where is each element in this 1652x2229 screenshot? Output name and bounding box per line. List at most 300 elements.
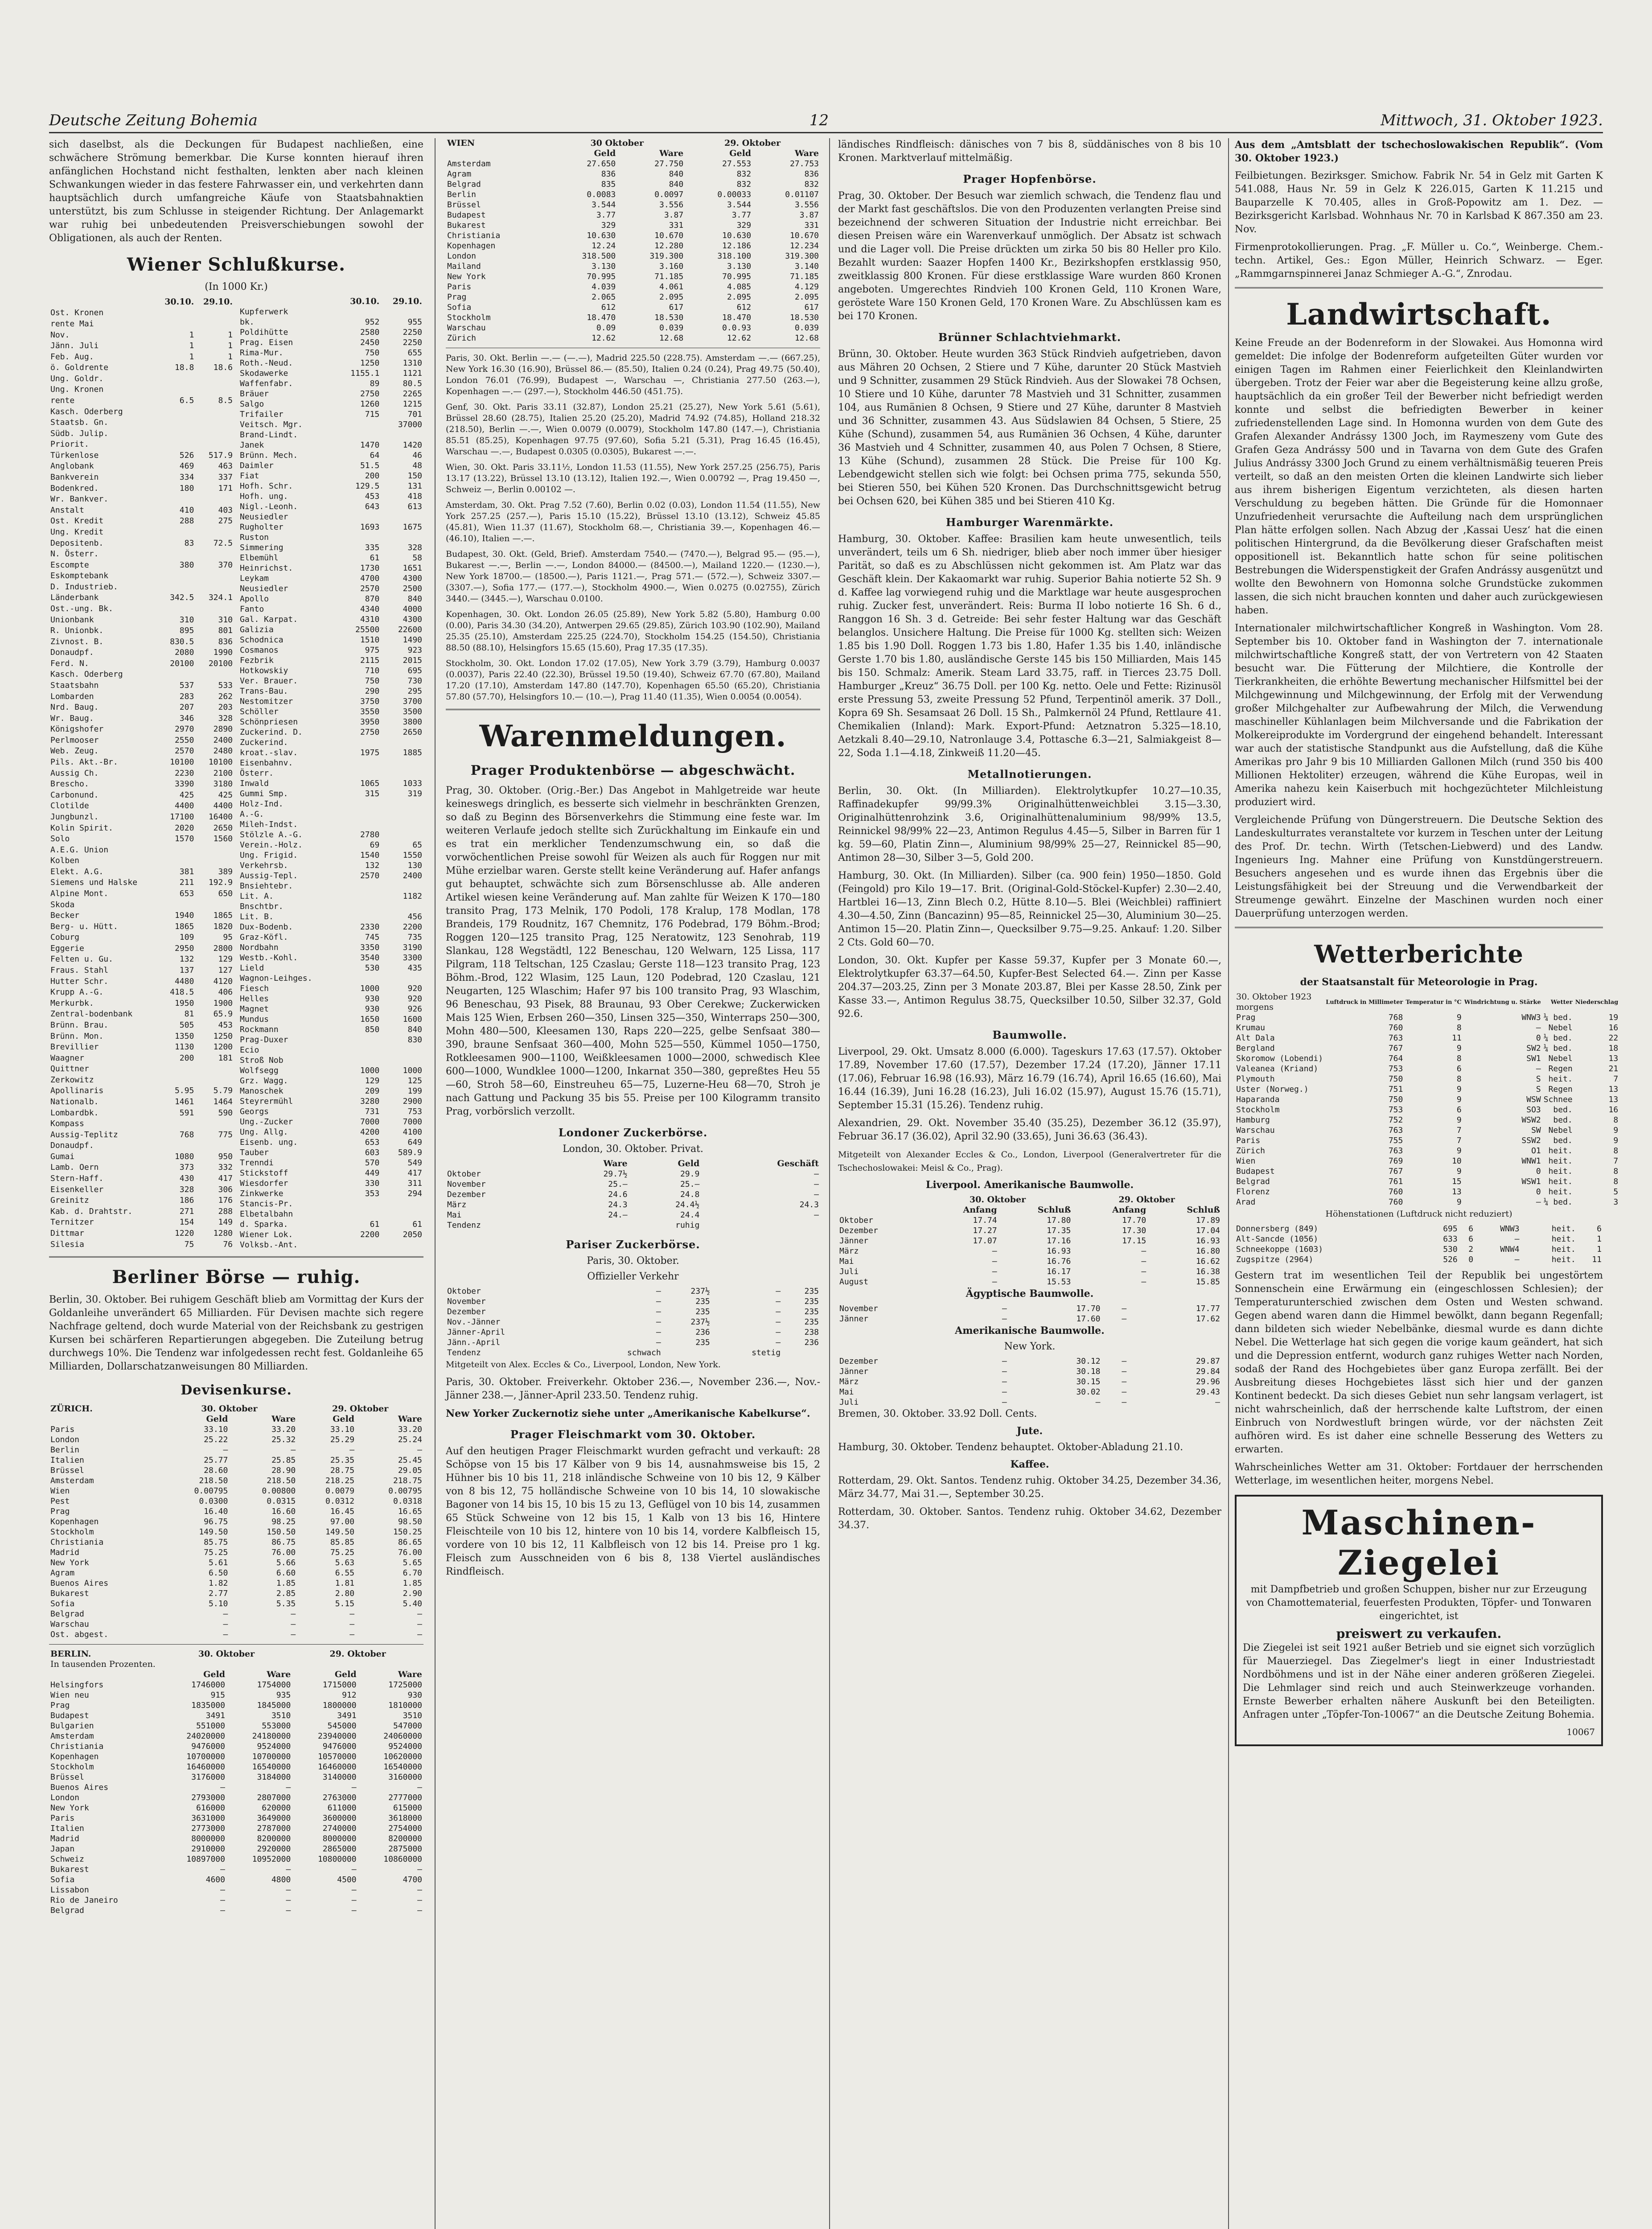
london-metal-text: London, 30. Okt. Kupfer per Kasse 59.37, Kupfer per 3 Monate 60.—, Elektrolytkupfer 63.37—64.50, Kupfer-Best Selected 64.—. Zinn per Kasse 204.37—203.25, Zinn per 3 Monate 203.87, Blei per Kasse 28.50, Zink per Kasse 33.—, Antimon Regulus 38.75, Quecksilber 10.50, Silber 32.37, Gold 92.6.	[838, 955, 1221, 1020]
stock-row: Perlmooser 2550 2400	[50, 735, 233, 745]
stock-row: Verein.-Holz. 69 65	[240, 840, 422, 850]
paris-sugar-table	[446, 1286, 820, 1358]
currency-row: Paris 33.10 33.20 33.10 33.20	[50, 1425, 422, 1434]
weather-row: Skoromow (Lobendi) 764 8 SW1 Nebel 13	[1236, 1054, 1619, 1063]
weather-row: Zürich 763 9 O1 heit. 8	[1236, 1146, 1619, 1156]
pariser-head: Offizieller Verkehr	[587, 1271, 679, 1282]
london-sugar-table: Ware Geld Geschäft Oktober 29.7½ 29.9 — November 25.— 25.— — Dezember 24.6 24.8 — März 24.3 24.4½ 24.3 Mai 24.— 24.4 — Tendenz ruhig	[446, 1159, 820, 1230]
brunner-text: Brünn, 30. Oktober. Heute wurden 363 Stück Rindvieh aufgetrieben, davon aus Mähren 20 Ochsen, 2 Stiere und 7 Kühe, darunter 20 Stück Mastvieh und 9 Schnitter, zusammen 29 Stück Rindvieh. Aus der Slowakei 78 Ochsen, 10 Stiere und 10 Kühe, darunter 78 Mastvieh und 31 Schnitter, zusammen 104, aus Rumänien 8 Ochsen, 9 Stiere und 27 Kühe, darunter 8 Mastvieh und 36 Schnitter, zusammen 43. Aus Südslawien 84 Ochsen, 5 Stiere, 25 Kühe (Schund), zusammen 54, aus Rumänien 36 Ochsen, 4 Kühe, darunter 36 Mastvieh und 4 Schnitter, zusammen 40, aus Polen 7 Ochsen, 8 Stiere, 13 Kühe (Schund), zusammen 28 Stück. Die Preise für 100 Kg. Lebendgewicht stellen sich wie folgt: bei Ochsen prima 775, sekunda 550, bei Stieren 550, bei Kühen 520 Kronen. Das Durchschnittsgewicht betrug bei Ochsen 620, bei Kühen 385 und bei Stieren 410 Kg.	[838, 349, 1221, 507]
stock-row: Lit. A. 1182	[240, 892, 422, 901]
stock-row: Brünn. Mon. 1350 1250	[50, 1031, 233, 1041]
weather-row: Hamburg 752 9 WSW2 bed. 8	[1236, 1115, 1619, 1125]
stock-row: Fiesch 1000 920	[240, 984, 422, 993]
stock-row: R. Unionbk. 895 801	[50, 626, 233, 636]
stock-row: Krupp A.-G. 418.5 406	[50, 987, 233, 997]
currency-row: London 25.22 25.32 25.29 25.24	[50, 1435, 422, 1444]
stock-row: Brescho. 3390 3180	[50, 779, 233, 789]
stock-row: Stroß Nob	[240, 1056, 284, 1065]
stock-row: Bnschtbr.	[240, 902, 284, 911]
stock-row: Neusiedler 2570 2500	[240, 584, 422, 593]
stock-row: Staatsbahn 537 533	[50, 681, 233, 691]
weather-row: Prag 768 9 WNW3 ¼ bed. 19	[1236, 1013, 1619, 1022]
sugar-row: Mai 24.— 24.4 —	[447, 1210, 819, 1220]
currency-row: Lissabon — — — —	[50, 1885, 422, 1895]
stock-row: Ung. Allg. 4200 4100	[240, 1127, 422, 1137]
stock-row: Kab. d. Drahtstr. 271 288	[50, 1206, 233, 1216]
jute-title: Jute.	[1016, 1425, 1043, 1437]
sugar-row: Tendenz schwach stetig	[447, 1348, 781, 1357]
stock-row: Kompass	[50, 1119, 84, 1129]
currency-row: Belgrad — — — —	[50, 1609, 422, 1619]
rind-text: ländisches Rindfleisch: dänisches von 7 bis 8, süddänisches von 8 bis 10 Kronen. Marktverlauf mittelmäßig.	[838, 139, 1221, 164]
stock-row: Nrd. Baug. 207 203	[50, 703, 233, 712]
currency-row: Buenos Aires 1.82 1.85 1.81 1.85	[50, 1579, 422, 1588]
sugar-row: Nov.-Jänner — 237½ — 235	[447, 1317, 819, 1327]
brunner-title: Brünner Schlachtviehmarkt.	[938, 331, 1122, 344]
column-2	[446, 138, 820, 2229]
sugar-row: November 25.— 25.— —	[447, 1180, 819, 1189]
stock-row: Gumai 1080 950	[50, 1152, 233, 1161]
stock-row: Anglobank 469 463	[50, 461, 233, 471]
currency-row: Rio de Janeiro — — — —	[50, 1896, 422, 1905]
weather-row: Belgrad 761 15 WSW1 heit. 8	[1236, 1177, 1619, 1186]
sugar-row: Jänn.-April — 235 — 236	[447, 1338, 819, 1347]
hamburg-metal-text: Hamburg, 30. Okt. (In Milliarden). Silber (ca. 900 fein) 1950—1850. Gold (Feingold) pro Kilo 19—17. Brit. (Original-Gold-Stöckel-Kupfer) 2.30—2.40, Hartblei 16—13, Zinn Blech 0.2, Hütte 8.10—5. Blei (Weichblei) raffiniert 4.30—4.50, Zinn (Bancazinn) 95—85, Reinnickel 25—30, Aluminium 30—25. Antimon 15—20. Platin Zinn—, Quecksilber 9.75—9.25. Ankauf: 1.20. Silber 2 Cts. Gold 60—70.	[838, 870, 1221, 948]
hopfen-text: Prag, 30. Oktober. Der Besuch war ziemlich schwach, die Tendenz flau und der Markt fast geschäftslos. Die von den Produzenten verlangten Preise sind bezeichnend der schweren Situation der Industrie nicht erreichbar. Bei diesen Preisen wäre ein Warenverkauf unmöglich. Der Absatz ist schwach und die Lager voll. Die Preise drückten um zirka 50 bis 80 Heller pro Kilo. Bezahlt wurden: Saazer Hopfen 1400 Kr., Bezirkshopfen erstklassig 950, zweitklassig 800 Kronen. Für diese erstklassige Ware wurden 860 Kronen angeboten. Umgerechtes Rindvieh 100 Kronen Geld, 110 Kronen Ware, geröstete Ware 150 Kronen Geld, 170 Kronen Ware. Zu Abschlüssen kam es bei 170 Kronen.	[838, 190, 1221, 322]
stock-row: Waagner 200 181	[50, 1053, 233, 1063]
liverpool2-title: Liverpool. Amerikanische Baumwolle.	[925, 1179, 1134, 1191]
stock-row: Skoda	[50, 900, 75, 909]
currency-row: Ost. abgest. — — — —	[50, 1630, 422, 1639]
stock-row: Lield 530 435	[240, 963, 422, 973]
stock-row: Veitsch. Mgr. 37000	[240, 420, 422, 429]
sugar-row: Oktober 29.7½ 29.9 —	[447, 1169, 819, 1179]
stock-row: Georgs 731 753	[240, 1107, 422, 1116]
currency-row: Prag 1835000 1845000 1800000 1810000	[50, 1701, 422, 1710]
stock-row: Jänn. Juli 1 1	[50, 341, 233, 351]
stock-row: Rockmann 850 840	[240, 1025, 422, 1034]
stock-row: Bräuer 2750 2265	[240, 389, 422, 399]
stock-row: Daimler 51.5 48	[240, 461, 422, 470]
currency-row: Agram 836 840 832 836	[447, 169, 819, 179]
currency-row: Stockholm 149.50 150.50 149.50 150.25	[50, 1527, 422, 1537]
stock-row: Manoschek 209 199	[240, 1086, 422, 1096]
sugar-row: Dezember — 235 — 235	[447, 1307, 819, 1316]
eccles-note: Mitgeteilt von Alexander Eccles & Co., London, Liverpool (Generalvertreter für die Tschechoslowakei: Meisl & Co., Prag).	[838, 1150, 1221, 1173]
stock-row: Länderbank 342.5 324.1	[50, 593, 233, 603]
currency-row: New York 5.61 5.66 5.63 5.65	[50, 1558, 422, 1567]
stock-row: Kupferwerk	[240, 307, 288, 317]
stock-row: Magnet 930 926	[240, 1004, 422, 1014]
stock-row: Fezbrik 2115 2015	[240, 656, 422, 665]
currency-row: Agram 6.50 6.60 6.55 6.70	[50, 1568, 422, 1578]
currency-row: Pest 0.0300 0.0315 0.0312 0.0318	[50, 1497, 422, 1506]
currency-row: Paris 3631000 3649000 3600000 3618000	[50, 1814, 422, 1823]
pariser-subtitle: Paris, 30. Oktober.	[587, 1255, 679, 1267]
currency-row: Warschau — — — —	[50, 1620, 422, 1629]
stock-row: Grz. Wagg. 129 125	[240, 1076, 422, 1086]
stock-row: Apollo 870 840	[240, 594, 422, 604]
stock-row: Fanto 4340 4000	[240, 605, 422, 614]
currency-row: Kopenhagen 10700000 10700000 10570000 10620000	[50, 1752, 422, 1761]
stock-row: Brünn. Brau. 505 453	[50, 1020, 233, 1030]
stock-row: Becker 1940 1865	[50, 911, 233, 921]
stock-row: Ung. Frigid. 1540 1550	[240, 851, 422, 860]
stock-row: Helles 930 920	[240, 994, 422, 1003]
currency-row: Prag 16.40 16.60 16.45 16.65	[50, 1507, 422, 1516]
currency-row: Brüssel 3.544 3.556 3.544 3.556	[447, 200, 819, 210]
stock-row: Apollinaris 5.95 5.79	[50, 1086, 233, 1096]
column-rule	[1228, 138, 1229, 2229]
stock-row: Fiat 200 150	[240, 471, 422, 481]
weather-row: Zugspitze (2964) 526 0 — heit. 11	[1236, 1255, 1602, 1264]
stock-row: Merkurbk. 1950 1900	[50, 998, 233, 1008]
metall-title: Metallnotierungen.	[967, 768, 1092, 781]
exchange-note: Genf, 30. Okt. Paris 33.11 (32.87), London 25.21 (25.27), New York 5.61 (5.61), Brüssel 28.60 (28.75), Italien 25.20 (25.20), Madrid 74.92 (74.85), Holland 218.32 (218.50), Berlin —.—, Wien 0.0079 (0.0079), Stockholm 147.80 (147.—), Christiania 85.51 (85.25), Kopenhagen 97.75 (97.60), Sofia 5.21 (5.31), Prag 16.45 (16.45), Warschau —.—, Budapest 0.0305 (0.0305), Bukarest —.—.	[446, 402, 820, 456]
stock-row: Lit. B. 456	[240, 912, 422, 921]
weather-row: Florenz 760 13 0 heit. 5	[1236, 1187, 1619, 1197]
stock-row: Pils. Akt.-Br. 10100 10100	[50, 757, 233, 767]
landwirtschaft-text-2: Internationaler milchwirtschaftlicher Kongreß in Washington. Vom 28. September bis 10. Oktober fand in Washington der 7. internationale milchwirtschaftliche Kongreß statt, der von Vertretern von 42 Staaten besucht war. Die Fütterung der Milchtiere, die Kontrolle der Tierkrankheiten, die erhöhte Bewertung mechanischer Hilfsmittel bei der Milchgewinnung und Milchgewinnung, der Erfolg mit der Verwendung großer Milchgehalter zur Aufbewahrung der Milch, die Verwendung maschineller Kühlanlagen beim Milchversande und die Fabrikation der Molkereiprodukte im Vordergrund der eingehend behandelt. Interessant war auch der statistische Standpunkt aus die Aufstellung, daß die Kühe Amerikas pro Jahr 9 bis 10 Milliarden Gallonen Milch (rund 350 bis 400 Millionen Hektoliter) erzeugen, während die Kühe Europas, weil in Amerika nahezu kein Kaiserbuch mit hochgezüchteter Milchleistung produziert wird.	[1235, 623, 1603, 808]
stock-row: Roth.-Neud. 1250 1310	[240, 358, 422, 368]
currency-row: Wien 0.00795 0.00800 0.0079 0.00795	[50, 1486, 422, 1496]
produkten-text: Prag, 30. Oktober. (Orig.-Ber.) Das Angebot in Mahlgetreide war heute keineswegs dringlich, es besserte sich vielmehr in beschränkten Grenzen, so daß zu Beginn des Börsenverkehrs die Stimmung eine feste war. Im weiteren Verlaufe jedoch stellte sich Zurückhaltung im Einkaufe ein und es trat ein merklicher Tendenzumschwung ein, so daß die vorwöchentlichen Preise sowohl für Weizen als auch für Roggen nur mit Mühe erzielbar waren. Gerste stellt keine Veränderung auf. Hafer anfangs gut behauptet, schwächte sich zum Börsenschlusse ab. Alle anderen Artikel wiesen keine Veränderung auf. Man zahlte für Weizen K 170—180 transito Prag, 173 Melnik, 170 Podoli, 178 Kralup, 178 Modlan, 178 Brandeis, 179 Roudnitz, 167 Chemnitz, 176 Podebrad, 179 Böhm.-Brod; Roggen 120—125 transito Prag, 125 Neratowitz, 123 Senohrab, 119 Slankau, 128 Wegstädtl, 122 Beneschau, 120 Welwarn, 125 Lissa, 117 Pilgram, 118 Teltschan, 125 Czaslau; Gerste 118—123 transito Prag, 123 Böhm.-Brod, 122 Wlasim, 125 Laun, 120 Podebrad, 120 Czaslau, 121 Neugarten, 125 Wlaschim; Hafer 97 bis 100 transito Prag, 93 Wlaschim, 96 Beneschau, 93 Pisek, 88 Braunau, 93 Ober Cerekwe; Zuckerwicken Mais 125 Wien, Erbsen 260—350, Linsen 325—350, Winterraps 250—300, Mohn 480—500, Kleesamen 130, Raps 220—225, gelbe Senfsaat 380—390, braune Senfsaat 360—400, Mohn 525—550, Kümmel 1050—1750, Rotkleesamen 900—1100, Weißkleesamen 1000—2000, schwedisch Klee 600—1000, Wundklee 1000—1200, Inkarnat 350—380, gepreßtes Heu 55—60, Stroh 58—60, Einstreuheu 65—75, Luzerne-Heu 68—70, Stroh je nach Gattung und Packung 35 bis 55. Preise per 100 Kilogramm transito Prag, vorbörslich verzollt.	[446, 785, 820, 1117]
stock-row: d. Sparka. 61 61	[240, 1220, 422, 1229]
stock-row: Salgo 1260 1215	[240, 399, 422, 409]
weather-row: Uster (Norweg.) 751 9 S Regen 13	[1236, 1085, 1619, 1094]
stock-row: Inwald 1065 1033	[240, 779, 422, 788]
stock-row: Trifailer 715 701	[240, 410, 422, 419]
stock-row: Gummi Smp. 315 319	[240, 789, 422, 798]
cotton-row: Mai — 30.02 — 29.43	[839, 1387, 1220, 1397]
stock-row: Trans-Bau. 290 295	[240, 687, 422, 696]
currency-row: Berlin — — — —	[50, 1445, 422, 1455]
column-4	[1235, 138, 1619, 2229]
stock-row: Zuckerind.	[240, 738, 288, 747]
stock-row: Wr. Bankver.	[50, 494, 109, 504]
berliner-title: Berliner Börse — ruhig.	[112, 1267, 361, 1287]
devisen-title: Devisenkurse.	[181, 1382, 292, 1398]
currency-row: Amsterdam 218.50 218.50 218.25 218.75	[50, 1476, 422, 1485]
berliner-text: Berlin, 30. Oktober. Bei ruhigem Geschäft blieb am Vormittag der Kurs der Goldanleihe unverändert 65 Milliarden. Für Devisen machte sich regere Nachfrage geltend, doch wurde Material von der Reichsbank zu gestrigen Kursen bei schärferen Repartierungen abgegeben. Die Zuteilung betrug durchwegs 10%. Die Tendenz war infolgedessen recht fest. Goldanleihe 65 Milliarden, Dollarschatzanweisungen 80 Milliarden.	[49, 1294, 423, 1372]
landwirtschaft-text-1: Keine Freude an der Bodenreform in der Slowakei. Aus Homonna wird gemeldet: Die infolge der Bodenreform aufgeteilten Güter wurden vor einigen Tagen im Rahmen einer Feierlichkeit den Kleinlandwirten übergeben. Trotz der Feier war aber die Begeisterung keine allzu große, hauptsächlich da ein großer Teil der Bewerber nicht befriedigt werden konnte und selbst die befriedigten Bewerber in keiner zufriedenstellenden Lage sind. In Homonna wurden von dem Gute des Grafen Alexander Andrássy 1300 Joch, im Raymeszeny vom Gute des Grafen Geza Andrássy 500 und in Tavarna von dem Gute des Grafen Julius Andrássy 3300 Joch Grund zu einem verhältnismäßig teueren Preis verteilt, so daß an den meisten Orten die kleinen Landwirte sich lieber aus ihrem bisherigen Eigentum verzichteten, als diesen harten Verschuldung zu begeben hätten. Die Gründe für die Homonnaer Unzufriedenheit verursachte die Aufteilung nach dem ursprünglichen Plan hätte erfolgen sollen. Nach Abzug der ‚Kassai Uesz‘ hat die einen politischen Hintergrund, da die Bevölkerung dieser Grafschaften meist oppositionell ist. Bekanntlich hatte schon für seine politischen Bestrebungen die Widerspenstigkeit der Grafen Andrássy ausgenützt und wollte den Bewohnern von Homonna solche Grundstücke zukommen lassen, die sich nicht brauchen konnten und daher auch zurückgewiesen haben.	[1235, 337, 1603, 616]
stock-row: Brand-Lindt.	[240, 430, 298, 440]
classified-ad	[1235, 1495, 1603, 1746]
wetter-prognose: Wahrscheinliches Wetter am 31. Oktober: Fortdauer der herrschenden Wetterlage, im wesentlichen heiter, morgens Nebel.	[1235, 1462, 1603, 1486]
fleisch-title: Prager Fleischmarkt vom 30. Oktober.	[510, 1428, 756, 1441]
currency-row: Sofia 4600 4800 4500 4700	[50, 1875, 422, 1884]
pariser-note: Mitgeteilt von Alex. Eccles & Co., Liverpool, London, New York.	[446, 1360, 721, 1369]
stock-row: Nigl.-Leonh. 643 613	[240, 502, 422, 511]
column-rule	[435, 138, 436, 2229]
stock-row: Unionbank 310 310	[50, 615, 233, 625]
stock-row: Felten u. Gu. 132 129	[50, 954, 233, 964]
stock-row: Jungbunzl. 17100 16400	[50, 812, 233, 822]
weather-mountain-table	[1235, 1224, 1603, 1265]
cotton-row: Dezember — 30.12 — 29.87	[839, 1357, 1220, 1366]
cotton-row: Mai — 16.76 — 16.62	[839, 1257, 1220, 1266]
weather-table: 30. Oktober 1923 morgens Luftdruck in Millimeter Temperatur in °C Windrichtung u. Stärke Wetter Niederschlag Prag 768 9 WNW3 ¼ bed. 19 Krumau 760 8 — Nebel 16 Alt Dala 763 11 0 ¼ bed. 22 Bergland 767 9 SW2 ¼ bed. 18 Skoromow (Lobendi) 764 8 SW1 Nebel 13 Valeanea (Kriand) 753 6 — Regen 21 Plymouth 750 8 S heit. 7 Uster (Norweg.) 751 9 S Regen 13 Haparanda 750 9 WSW Schnee 13 Stockholm 753 6 SO3 bed. 16 Hamburg 752 9 WSW2 bed. 8 Warschau 763 7 SW Nebel 9 Paris 755 7 SSW2 bed. 9 Zürich 763 9 O1 heit. 8 Wien 769 10 WNW1 heit. 7 Budapest 767 9 0 heit. 8 Belgrad 761 15 WSW1 heit. 8 Florenz 760 13 0 heit. 5 Arad 760 9 — ¼ bed. 3	[1235, 992, 1619, 1207]
weather-row: Donnersberg (849) 695 6 WNW3 heit. 6	[1236, 1224, 1602, 1234]
stock-row: Aussig-Tepl. 2570 2400	[240, 871, 422, 880]
foreign-exchange-notes	[446, 353, 820, 703]
liverpool-cotton-table: 30. Oktober 29. Oktober Anfang Schluß Anfang Schluß Oktober 17.74 17.80 17.70 17.89 Dezember 17.27 17.35 17.30 17.04 Jänner 17.07 17.16 17.15 16.93 März — 16.93 — 16.80 Mai — 16.76 — 16.62 Juli — 16.17 — 16.38 August — 15.53 — 15.85	[838, 1195, 1221, 1287]
stock-row: Zuckerind. D. 2750 2650	[240, 728, 422, 737]
stock-row: Janek 1470 1420	[240, 440, 422, 450]
landwirtschaft-title: Landwirtschaft.	[1286, 297, 1552, 332]
stock-row: Rugholter 1693 1675	[240, 522, 422, 532]
cotton-row: Juli — — — —	[839, 1398, 1220, 1407]
stock-row: Waffenfabr. 89 80.5	[240, 379, 422, 388]
bremen-text: Bremen, 30. Oktober. 33.92 Doll. Cents.	[838, 1408, 1037, 1419]
wetter-hoch-label: Höhenstationen (Luftdruck nicht reduziert)	[1325, 1209, 1512, 1219]
cotton-row: Jänner — 30.18 — 29.84	[839, 1367, 1220, 1376]
cotton-row: Oktober 17.74 17.80 17.70 17.89	[839, 1216, 1220, 1225]
ny-label: New York.	[1004, 1341, 1056, 1352]
currency-row: Wien neu 915 935 912 930	[50, 1690, 422, 1700]
stock-row: Hofh. ung. 453 418	[240, 492, 422, 501]
ad-title: Maschinen-Ziegelei	[1301, 1503, 1537, 1583]
currency-row: London 2793000 2807000 2763000 2777000	[50, 1793, 422, 1802]
weather-row: Wien 769 10 WNW1 heit. 7	[1236, 1156, 1619, 1166]
cotton-row: November — 17.70 — 17.77	[839, 1304, 1220, 1313]
weather-row: Bergland 767 9 SW2 ¼ bed. 18	[1236, 1044, 1619, 1053]
stock-row: Ruston	[240, 533, 269, 542]
stock-row: Wolfsegg 1000 1000	[240, 1066, 422, 1075]
stock-row: Volksb.-Ant.	[240, 1240, 298, 1250]
exchange-note: Stockholm, 30. Okt. London 17.02 (17.05), New York 3.79 (3.79), Hamburg 0.0037 (0.0037), Paris 22.40 (22.30), Brüssel 19.50 (19.40), Schweiz 67.70 (67.80), Mailand 17.20 (17.10), Amsterdam 147.80 (147.70), Kopenhagen 65.50 (65.20), Christiania 57.80 (57.70), Helsingfors 10.— (10.—), Prag 11.40 (11.35), Wien 0.0054 (0.0054).	[446, 658, 820, 702]
currency-row: Italien 2773000 2787000 2740000 2754000	[50, 1824, 422, 1833]
currency-row: Helsingfors 1746000 1754000 1715000 1725000	[50, 1680, 422, 1690]
stock-row: Ung. Goldr.	[50, 374, 104, 383]
stock-row: Ver. Brauer. 750 730	[240, 676, 422, 686]
issue-date: Mittwoch, 31. Oktober 1923.	[1381, 111, 1603, 129]
currency-row: Kopenhagen 96.75 98.25 97.00 98.50	[50, 1517, 422, 1526]
stock-row: Donaudpf.	[50, 1141, 94, 1151]
stock-row: Web. Zeug. 2570 2480	[50, 746, 233, 756]
currency-row: Amsterdam 27.650 27.750 27.553 27.753	[447, 159, 819, 169]
stock-row: Lamb. Oern 373 332	[50, 1163, 233, 1172]
stock-row: Bodenkred. 180 171	[50, 483, 233, 493]
weather-row: Stockholm 753 6 SO3 bed. 16	[1236, 1105, 1619, 1114]
stock-row: Dittmar 1220 1280	[50, 1228, 233, 1238]
firmen-text: Firmenprotokollierungen. Prag. „F. Müller u. Co.“, Weinberge. Chem.-techn. Artikel, Ges.: Egon Müller, Heinrich Schwarz. — Eger. „Rammgarnspinnerei Janaz Schmieger A.-G.“, Znrodau.	[1235, 242, 1603, 280]
stock-row: Coburg 109 95	[50, 933, 233, 942]
cotton-row: Dezember 17.27 17.35 17.30 17.04	[839, 1226, 1220, 1235]
stock-row: Brünn. Mech. 64 46	[240, 451, 422, 460]
stock-row: Bankverein 334 337	[50, 473, 233, 482]
currency-row: Kopenhagen 12.24 12.280 12.186 12.234	[447, 241, 819, 251]
cotton-row: Jänner 17.07 17.16 17.15 16.93	[839, 1236, 1220, 1246]
wetter-text: Gestern trat im wesentlichen Teil der Republik bei ungestörtem Sonnenschein eine Erwärmung ein (eingeschlossen Schlesien); der Temperaturunterschied zwischen dem Osten und Westen schwand. Gegen abend waren dann die Himmel bewölkt, dann begann Regenfall; dann bildeten sich wieder Nebelbänke, diesmal wurde es dann dichte Nebel. Die Wetterlage hat sich gegen die vorige kaum geändert, hat sich und die Depression entfernt, wodurch ganz ruhiges Wetter nach Norden, sodaß der Rand des Hochgebietes über ganz Europa zerfällt. Bei der Ausbreitung dieses Hochgebietes lässt sich hier und der ganzen Kontinent bedeckt. Da sich dieses Gebiet nun sehr langsam verlagert, ist nicht wahrscheinlich, daß der herrschende kalte Luftstrom, der einen Einbruch von Nordwestluft bringen würde, vor der nächsten Zeit aufhören wird. Es ist daher eine schnelle Besserung des Wetters zu erwarten.	[1235, 1270, 1603, 1455]
currency-row: Belgrad — — — —	[50, 1906, 422, 1915]
stock-row: rente Mai	[50, 319, 94, 329]
currency-row: Warschau 0.09 0.039 0.0.93 0.039	[447, 323, 819, 333]
stock-row: Stern-Haff. 430 417	[50, 1174, 233, 1184]
stock-row: Escompte 380 370	[50, 560, 233, 570]
currency-row: Belgrad 835 840 832 832	[447, 180, 819, 189]
sugar-row: Jänner-April — 236 — 238	[447, 1328, 819, 1337]
currency-row: New York 616000 620000 611000 615000	[50, 1803, 422, 1813]
currency-row: Italien 25.77 25.85 25.35 25.45	[50, 1456, 422, 1465]
stock-row: Gal. Karpat. 4310 4300	[240, 615, 422, 624]
currency-row: Schweiz 10897000 10952000 10800000 10860000	[50, 1855, 422, 1864]
produkten-title: Prager Produktenbörse — abgeschwächt.	[470, 763, 796, 778]
stock-row: A.-G.	[240, 810, 264, 819]
column-3	[838, 138, 1221, 2229]
stock-row: A.E.G. Union	[50, 845, 109, 855]
stock-row: Ost.-ung. Bk.	[50, 604, 113, 613]
stock-row: Heinrichst. 1730 1651	[240, 563, 422, 573]
currency-row: Christiania 9476000 9524000 9476000 9524000	[50, 1742, 422, 1751]
egypt-cotton-table	[838, 1304, 1221, 1324]
stock-row: Skodawerke 1155.1 1121	[240, 369, 422, 378]
weather-row: Arad 760 9 — ¼ bed. 3	[1236, 1197, 1619, 1207]
stock-row: Nov. 1 1	[50, 330, 233, 340]
stock-row: Lombardbk. 591 590	[50, 1108, 233, 1118]
sugar-row: Oktober — 237½ — 235	[447, 1287, 819, 1296]
currency-row: Christiania 10.630 10.670 10.630 10.670	[447, 231, 819, 240]
kaffee-text: Rotterdam, 29. Okt. Santos. Tendenz ruhig. Oktober 34.25, Dezember 34.36, März 34.77, Mai 31.—, September 30.25.	[838, 1475, 1221, 1500]
currency-row: Budapest 3.77 3.87 3.77 3.87	[447, 210, 819, 220]
stock-row: Holz-Ind.	[240, 799, 284, 809]
stock-row: Schöller 3550 3500	[240, 707, 422, 716]
stock-row: Stickstoff 449 417	[240, 1168, 422, 1178]
exchange-note: Amsterdam, 30. Okt. Prag 7.52 (7.60), Berlin 0.02 (0.03), London 11.54 (11.55), New York 257.25 (257.—), Paris 15.10 (15.22), Brüssel 13.10 (13.12), Schweiz 45.85 (45.81), Wien 11.37 (11.67), Stockholm 68.—, Christiania 39.—, Kopenhagen 46.— (46.10), Italien —.—.	[446, 500, 820, 543]
stock-row: Fraus. Stahl 137 127	[50, 966, 233, 975]
stock-row: Ung.-Zucker 7000 7000	[240, 1117, 422, 1127]
stock-row: Siemens und Halske 211 192.9	[50, 878, 233, 888]
landwirtschaft-text-3: Vergleichende Prüfung von Düngerstreuern. Die Deutsche Sektion des Landeskulturrates veranstaltete vor kurzem in Teschen unter der Leitung des Prof. Dr. techn. Wirth (Tetschen-Liebwerd) und des Landw. Ingenieurs Ing. Mahner eine Prüfung von Kunstdüngerstreuern. Besuchers angesehen und es wurde ihnen das Ergebnis über die Leistungsfähigkeit bei der Streuung und die Verwendbarkeit der Streumenge gewährt. Einzelne der Maschinen wurden noch einer Dauerprüfung unterzogen werden.	[1235, 814, 1603, 919]
exchange-note: Kopenhagen, 30. Okt. London 26.05 (25.89), New York 5.82 (5.80), Hamburg 0.00 (0.00), Paris 34.30 (34.20), Antwerpen 29.65 (29.85), Zürich 103.90 (102.90), Mailand 25.35 (25.10), Amsterdam 225.25 (224.70), Stockholm 154.25 (154.50), Christiania 88.50 (88.10), Helsingfors 15.65 (15.60), Prag 17.35 (17.35).	[446, 609, 820, 653]
stock-row: Wiesdorfer 330 311	[240, 1179, 422, 1188]
stock-row: Südb. Julip.	[50, 428, 109, 438]
stock-row: Ost. Kronen	[50, 308, 104, 318]
currency-row: Bukarest 2.77 2.85 2.80 2.90	[50, 1589, 422, 1598]
weather-row: Plymouth 750 8 S heit. 7	[1236, 1074, 1619, 1084]
currency-row: Berlin 0.0083 0.0097 0.00033 0.01107	[447, 190, 819, 199]
ad-text: Die Ziegelei ist seit 1921 außer Betrieb und sie eignet sich vorzüglich für Mauerziegel. Das Ziegelmer's liegt in einer Industriestadt Nordböhmens und ist in der Nähe einer anderen größeren Ziegelei. Die Lehmlager sind reich und auch Steinwerkzeuge vorhanden. Ernste Bewerber erhalten nähere Auskunft bei den Beteiligten. Anfragen unter „Töpfer-Ton-10067“ an die Deutsche Zeitung Bohemia.	[1243, 1642, 1595, 1720]
currency-row: New York 70.995 71.185 70.995 71.185	[447, 272, 819, 281]
stock-row: Eggerie 2950 2800	[50, 943, 233, 953]
stock-row: Clotilde 4400 4400	[50, 801, 233, 811]
stock-row: Hutter Schr. 4480 4120	[50, 976, 233, 986]
stock-row: Ecio	[240, 1045, 259, 1055]
running-head	[49, 103, 1603, 133]
currency-row: Bulgarien 551000 553000 545000 547000	[50, 1721, 422, 1731]
kaffee-title: Kaffee.	[1010, 1459, 1049, 1470]
stock-row: Tauber 603 589.9	[240, 1148, 422, 1157]
stock-row: Eskomptebank	[50, 571, 109, 581]
currency-row: Sofia 5.10 5.35 5.15 5.40	[50, 1599, 422, 1608]
currency-row: Bukarest — — — —	[50, 1865, 422, 1874]
stock-row: Depositenb. 83 72.5	[50, 538, 233, 548]
wetter-subtitle: der Staatsanstalt für Meteorologie in Prag.	[1300, 976, 1538, 988]
stock-row: Silesia 75 76	[50, 1239, 233, 1249]
sugar-row: November — 235 — 235	[447, 1297, 819, 1306]
stock-row: Elekt. A.G. 381 389	[50, 867, 233, 876]
stock-row: Nestomitzer 3750 3700	[240, 697, 422, 706]
stock-row: ö. Goldrente 18.8 18.6	[50, 363, 233, 373]
stock-row: Simmering 335 328	[240, 543, 422, 552]
currency-row: Madrid 8000000 8200000 8000000 8200000	[50, 1834, 422, 1843]
stock-row: Brevillier 1130 1200	[50, 1042, 233, 1052]
weather-row: Krumau 760 8 — Nebel 16	[1236, 1023, 1619, 1032]
currency-row: Bukarest 329 331 329 331	[447, 221, 819, 230]
stock-row: Schönpriesen 3950 3800	[240, 717, 422, 727]
stock-row: Carbonund. 425 425	[50, 790, 233, 800]
stock-row: Wagnon-Leihges.	[240, 974, 312, 983]
cotton-row: August — 15.53 — 15.85	[839, 1277, 1220, 1287]
exchange-note: Budapest, 30. Okt. (Geld, Brief). Amsterdam 7540.— (7470.—), Belgrad 95.— (95.—), Bukarest —.—, Berlin —.—, London 84000.— (84500.—), Mailand 1220.— (1230.—), New York 18700.— (18500.—), Paris 1121.—, Prag 571.— (572.—), Schweiz 3307.— (3307.—), Sofia 177.— (177.—), Stockholm 4900.—, Wien 0.0275 (0.02755), Zürich 3440.— (3445.—), Warschau 0.0100.	[446, 549, 820, 604]
sugar-row: Dezember 24.6 24.8 —	[447, 1190, 819, 1199]
alexandrien-text: Alexandrien, 29. Okt. November 35.40 (35.25), Dezember 36.12 (35.97), Februar 36.17 (36.02), April 32.90 (33.65), Juni 36.63 (36.43).	[838, 1118, 1221, 1142]
currency-row: Sofia 612 617 612 617	[447, 303, 819, 312]
stock-row: Zentral-bodenbank 81 65.9	[50, 1009, 233, 1019]
stock-row: Poldihütte 2580 2250	[240, 328, 422, 337]
stock-row: Ung. Kronen	[50, 385, 104, 395]
page-number: 12	[809, 111, 829, 129]
stock-row: Dux-Bodenb. 2330 2200	[240, 922, 422, 932]
exchange-note: Paris, 30. Okt. Berlin —.— (—.—), Madrid 225.50 (228.75). Amsterdam —.— (667.25), New York 16.30 (16.90), Brüssel 86.— (85.50), Italien 0.24 (0.24), Prag 49.75 (50.40), London 76.01 (76.99), Budapest —, Warschau —, Christiania 277.50 (263.—), Kopenhagen —.— (297.—), Stockholm 446.50 (451.75).	[446, 353, 820, 396]
berlin-table: BERLIN. 30. Oktober 29. Oktober In tausenden Prozenten. Geld Ware Geld Ware Helsingfors 1746000 1754000 1715000 1725000 Wien neu 915 935 912 930 Prag 1835000 1845000 1800000 1810000 Budapest 3491 3510 3491 3510 Bulgarien 551000 553000 545000 547000 Amsterdam 24020000 24180000 23940000 24060000 Christiania 9476000 9524000 9476000 9524000 Kopenhagen 10700000 10700000 10570000 10620000 Stockholm 16460000 16540000 16460000 16540000 Brüssel 3176000 3184000 3140000 3160000 Buenos Aires — — — — London 2793000 2807000 2763000 2777000 New York 616000 620000 611000 615000 Paris 3631000 3649000 3600000 3618000 Italien 2773000 2787000 2740000 2754000 Madrid 8000000 8200000 8000000 8200000 Japan 2910000 2920000 2865000 2875000 Schweiz 10897000 10952000 10800000 10860000 Bukarest — — — — Sofia 4600 4800 4500 4700 Lissabon — — — — Rio de Janeiro — — — — Belgrad — — — —	[49, 1649, 423, 1916]
stock-row: Donaudpf. 2080 1990	[50, 648, 233, 658]
stock-row: Prag. Eisen 2450 2250	[240, 338, 422, 347]
stock-row: Priorit.	[50, 440, 89, 449]
stock-row: Galizia 25500 22600	[240, 625, 422, 634]
stock-row: Solo 1570 1560	[50, 834, 233, 844]
stock-row: D. Industrieb.	[50, 582, 118, 592]
stock-row: N. Österr.	[50, 549, 99, 559]
stock-row: Eisenb. ung. 653 649	[240, 1138, 422, 1147]
stock-row: Stölzle A.-G. 2780	[240, 830, 380, 839]
stock-row: Kasch. Oderberg	[50, 407, 123, 416]
currency-row: Japan 2910000 2920000 2865000 2875000	[50, 1844, 422, 1854]
stock-row: Mileh-Indst.	[240, 820, 298, 829]
stock-row: Lombarden 283 262	[50, 691, 233, 701]
fleisch-text: Auf den heutigen Prager Fleischmarkt wurden gefracht und verkauft: 28 Schöpse von 15 bis 17 Kälber von 9 bis 14, ausnahmsweise bis 15, 2 Hühner bis 10 bis 11, 218 inländische Schweine von 10 bis 12, 9 Kälber von 8 bis 12, 75 holländische Schweine von 10 bis 14, 10 slowakische Bagoner von 14 bis 15, 10 bis 15 zu 13, Geflügel von 10 bis 14, zusammen 65 Stück Schweine von 12 bis 15, 1 Kalb von 13 bis 16, Hintere Fleischteile von 10 bis 12, hintere von 10 bis 14, vordere Kalbfleisch 15, vordere von 10 bis 12, 11 Kalbfleisch von 12 bis 14. Preise pro 1 kg. Fleisch zum Ausschneiden von 6 bis 8, 138 Viertel ausländisches Rindfleisch.	[446, 1446, 820, 1577]
ad-code: 10067	[1566, 1727, 1595, 1737]
currency-row: Brüssel 28.60 28.90 28.75 29.05	[50, 1466, 422, 1475]
stock-row: rente 6.5 8.5	[50, 395, 233, 405]
currency-row: Buenos Aires — — — —	[50, 1783, 422, 1792]
stock-row: Nordbahn 3350 3190	[240, 943, 422, 952]
stock-row: Ferd. N. 20100 20100	[50, 658, 233, 668]
stock-row: Neusiedler	[240, 512, 288, 522]
weather-row: Warschau 763 7 SW Nebel 9	[1236, 1126, 1619, 1135]
stock-row: Berg- u. Hütt. 1865 1820	[50, 921, 233, 931]
stock-row: Trenndi 570 549	[240, 1158, 422, 1168]
weather-row: Paris 755 7 SSW2 bed. 9	[1236, 1136, 1619, 1145]
hamburger-text: Hamburg, 30. Oktober. Kaffee: Brasilien kam heute unwesentlich, teils unverändert, teils um 6 Sh. niedriger, blieb aber noch immer über hiesiger Parität, so daß es zu Abschlüssen nicht gekommen ist. Am Platz war das Geschäft klein. Der Kakaomarkt war ruhig. Superior Bahia notierte 52 Sh. 9 d. Kaffee lag vorwiegend ruhig und die Marktlage war heute ausgesprochen ruhig. Zucker fest, unverändert. Reis: Burma II lobo notierte 16 Sh. 6 d., Ranggon 16 Sh. 3 d. Getreide: Bei sehr fester Haltung war das Geschäft belanglos. Unsichere Haltung. Die Preise für 1000 Kg. stellten sich: Weizen 1.85 bis 1.90 Doll. Roggen 1.73 bis 1.80, Hafer 1.35 bis 1.40, inländische Gerste 1.70 bis 1.80, ausländische Gerste 145 bis 150 Milliarden, Mais 145 bis 150. Schmalz: Amerik. Steam Lard 33.75, raff. in Tierces 23.75 Doll. Hamburger „Kreuz“ 36.75 Doll. per 100 Kg. netto. Oele und Fette: Rizinusöl erste Pressung 53, zweite Pressung 52 Pfund, Terpentinöl amerik. 37 Doll., Kopra 69 Sh. Sesamsaat 26 Doll. 15 Sh., Palmkernöl 24 Pfund, Rettlaure 41. Chemikalien (Inland): Mark. Export-Pfund: Aetznatron 5.325—18.10, Aetzkali 8.40—29.10, Natronlauge 3.4, Pottasche 6.3—21, Salmiakgeist 8—22, Soda 1.1—4.18, Zinkweiß 11.20—45.	[838, 534, 1221, 759]
ad-line-2: preiswert zu verkaufen.	[1336, 1626, 1502, 1641]
stock-row: Zinkwerke 353 294	[240, 1189, 422, 1198]
currency-row: Brüssel 3176000 3184000 3140000 3160000	[50, 1773, 422, 1782]
stock-row: Feb. Aug. 1 1	[50, 352, 233, 362]
wiener-title: Wiener Schlußkurse.	[127, 254, 346, 275]
stock-row: Wiener Lok. 2200 2050	[240, 1230, 422, 1239]
weather-row: Alt Dala 763 11 0 ¼ bed. 22	[1236, 1033, 1619, 1043]
currency-row: Paris 4.039 4.061 4.085 4.129	[447, 282, 819, 292]
wetter-title: Wetterberichte	[1314, 940, 1524, 968]
stock-row: Aussig-Teplitz 768 775	[50, 1130, 233, 1139]
wiener-subtitle: (In 1000 Kr.)	[205, 281, 268, 292]
weather-row: Alt-Sancde (1056) 633 6 — heit. 1	[1236, 1234, 1602, 1244]
stock-row: Ung. Kredit	[50, 527, 104, 537]
feilbietungen-text: Feilbietungen. Bezirksger. Smichow. Fabrik Nr. 54 in Gelz mit Garten K 541.088, Haus Nr. 59 in Gelz K 226.015, Garten K 11.215 und Bauparzelle K 70.405, alles in Groß-Popowitz am 1. Dez. — Bezirksgericht Karlsbad. Wohnhaus Nr. 70 in Karlsbad K 867.350 am 23. Nov.	[1235, 170, 1603, 235]
cotton-row: Jänner — 17.60 — 17.62	[839, 1314, 1220, 1324]
wiener-table-right: 30.10. 29.10. Kupferwerk bk. 952 955 Poldihütte 2580 2250 Prag. Eisen 2450 2250 Rima-Mur. 750 655 Roth.-Neud. 1250 1310 Skodawerke 1155.1 1121 Waffenfabr. 89 80.5 Bräuer 2750 2265 Salgo 1260 1215 Trifailer 715 701 Veitsch. Mgr. 37000 Brand-Lindt. Janek 1470 1420 Brünn. Mech. 64 46 Daimler 51.5 48 Fiat 200 150 Hofh. Schr. 129.5 131 Hofh. ung. 453 418 Nigl.-Leonh. 643 613 Neusiedler Rugholter 1693 1675 Ruston Simmering 335 328 Elbemühl 61 58 Heinrichst. 1730 1651 Leykam 4700 4300 Neusiedler 2570 2500 Apollo 870 840 Fanto 4340 4000 Gal. Karpat. 4310 4300 Galizia 25500 22600 Schodnica 1510 1490 Cosmanos 975 923 Fezbrik 2115 2015 Hotkowskiy 710 695 Ver. Brauer. 750 730 Trans-Bau. 290 295 Nestomitzer 3750 3700 Schöller 3550 3500 Schönpriesen 3950 3800 Zuckerind. D. 2750 2650 Zuckerind. kroat.-slav. 1975 1885 Eisenbahnv. Österr. Inwald 1065 1033 Gummi Smp. 315 319 Holz-Ind. A.-G. Mileh-Indst. Stölzle A.-G. 2780 Verein.-Holz. 69 65 Ung. Frigid. 1540 1550 Verkehrsb. 132 130 Aussig-Tepl. 2570 2400 Bnsiehtebr. Lit. A. 1182 Bnschtbr. Lit. B. 456 Dux-Bodenb. 2330 2200 Graz-Köfl. 745 735 Nordbahn 3350 3190 Westb.-Kohl. 3540 3300 Lield 530 435 Wagnon-Leihges. Fiesch 1000 920 Helles 930 920 Magnet 930 926 Mundus 1650 1600 Rockmann 850 840 Prag-Duxer 830 Ecio Stroß Nob Wolfsegg 1000 1000 Grz. Wagg. 129 125 Manoschek 209 199 Steyrermühl 3280 2900 Georgs 731 753 Ung.-Zucker 7000 7000 Ung. Allg. 4200 4100 Eisenb. ung. 653 649 Tauber 603 589.9 Trenndi 570 549 Stickstoff 449 417 Wiesdorfer 330 311 Zinkwerke 353 294 Stancis-Pr. Elbetalbahn d. Sparka. 61 61 Wiener Lok. 2200 2050 Volksb.-Ant.	[238, 296, 423, 1250]
